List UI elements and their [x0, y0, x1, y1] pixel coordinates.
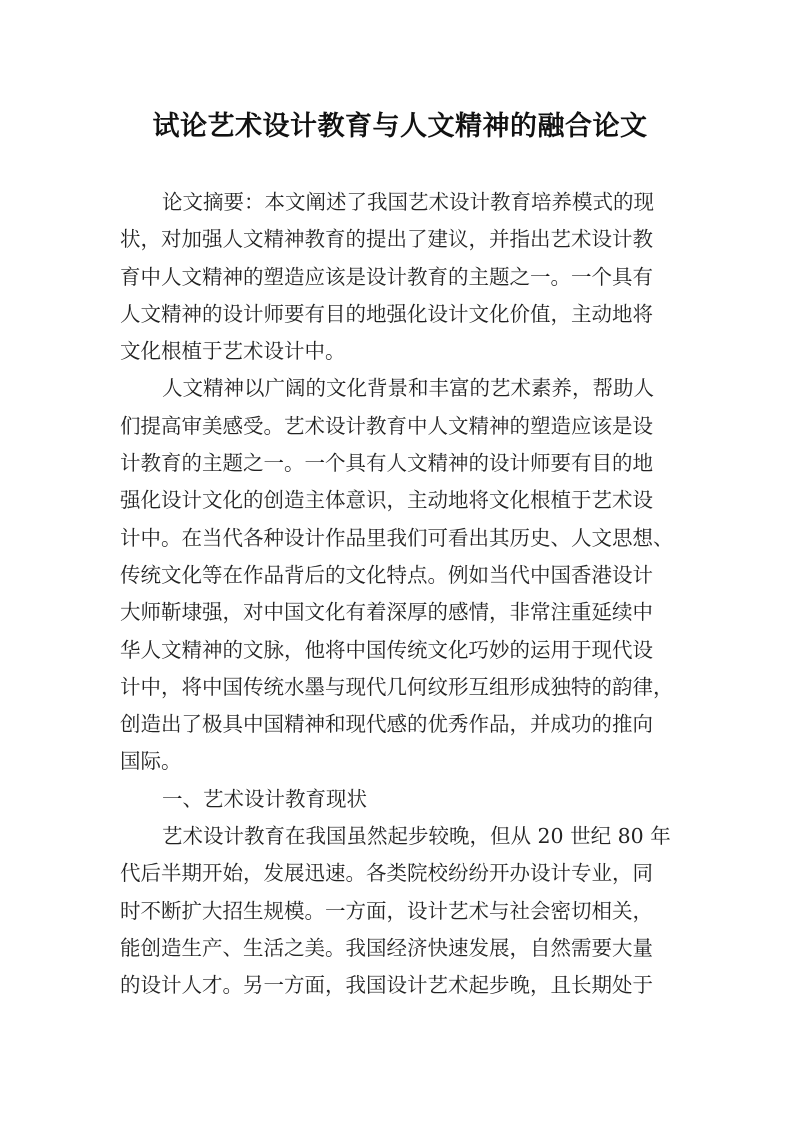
text-line: 创造出了极具中国精神和现代感的优秀作品，并成功的推向 [120, 712, 653, 737]
text-line: 代后半期开始，发展迅速。各类院校纷纷开办设计专业，同 [120, 861, 653, 886]
text-line: 们提高审美感受。艺术设计教育中人文精神的塑造应该是设 [120, 413, 653, 438]
text-line: 人文精神的设计师要有目的地强化设计文化价值，主动地将 [120, 301, 653, 326]
text-line: 计中，将中国传统水墨与现代几何纹形互组形成独特的韵律， [120, 674, 674, 699]
text-line: 华人文精神的文脉，他将中国传统文化巧妙的运用于现代设 [120, 637, 653, 662]
text-line: 文化根植于艺术设计中。 [120, 339, 346, 364]
text-line: 能创造生产、生活之美。我国经济快速发展，自然需要大量 [120, 935, 653, 960]
text-line: 计中。在当代各种设计作品里我们可看出其历史、人文思想、 [120, 525, 674, 550]
text-line: 育中人文精神的塑造应该是设计教育的主题之一。一个具有 [120, 264, 653, 289]
document-title: 试论艺术设计教育与人文精神的融合论文 [152, 111, 648, 142]
text-line: 人文精神以广阔的文化背景和丰富的艺术素养，帮助人 [162, 376, 654, 401]
text-line: 计教育的主题之一。一个具有人文精神的设计师要有目的地 [120, 451, 653, 476]
text-line: 强化设计文化的创造主体意识，主动地将文化根植于艺术设 [120, 488, 653, 513]
text-line: 国际。 [120, 749, 182, 774]
text-line: 论文摘要：本文阐述了我国艺术设计教育培养模式的现 [162, 190, 654, 214]
text-line: 的设计人才。另一方面，我国设计艺术起步晚，且长期处于 [120, 973, 653, 998]
document-body [120, 184, 690, 1005]
text-line: 艺术设计教育在我国虽然起步较晚，但从 20 世纪 80 年 [162, 824, 671, 849]
text-line: 状，对加强人文精神教育的提出了建议，并指出艺术设计教 [120, 227, 653, 252]
text-line: 传统文化等在作品背后的文化特点。例如当代中国香港设计 [120, 562, 653, 587]
text-line: 大师靳埭强，对中国文化有着深厚的感情，非常注重延续中 [120, 600, 653, 625]
text-line: 一、艺术设计教育现状 [162, 786, 367, 811]
text-line: 时不断扩大招生规模。一方面，设计艺术与社会密切相关， [120, 898, 653, 923]
